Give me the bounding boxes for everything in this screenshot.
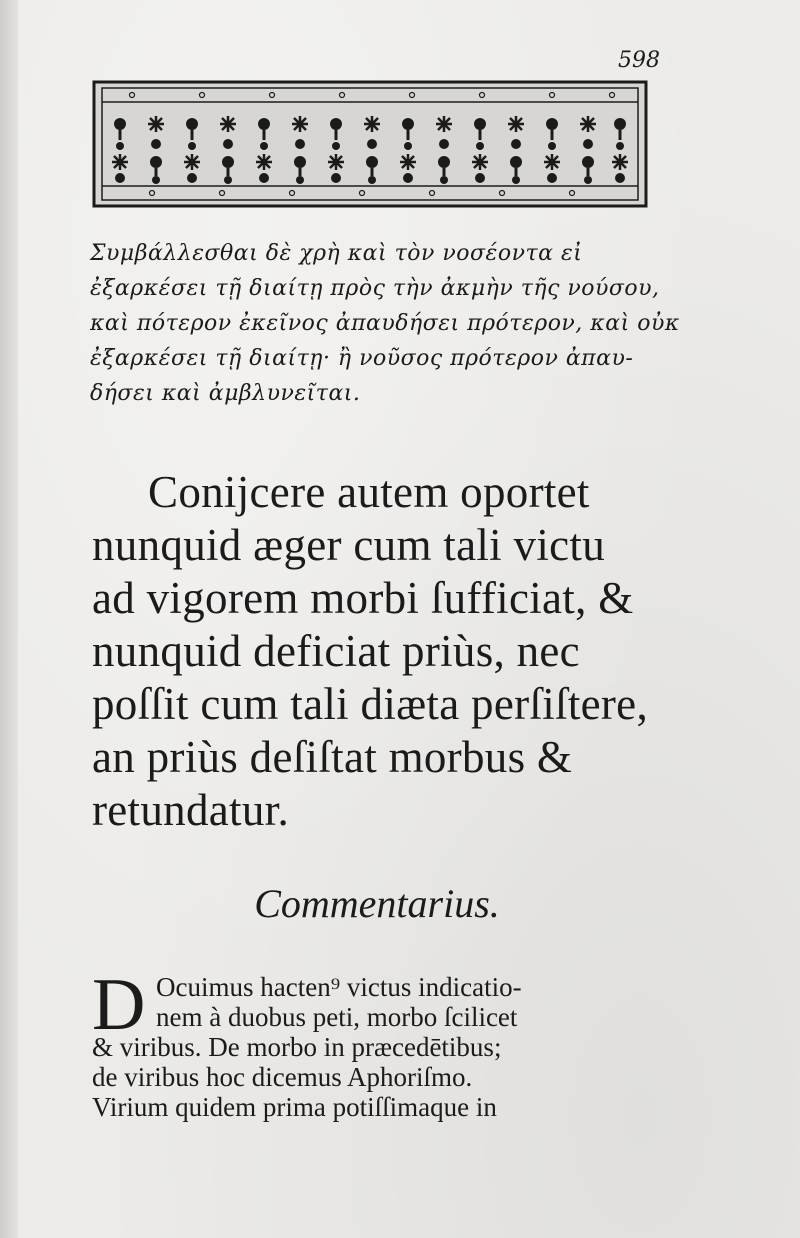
latin-aphorism-text xyxy=(92,466,662,837)
latin-line: nunquid æger cum tali victu xyxy=(92,520,606,570)
commentary-line: & viribus. De morbo in præcedētibus; xyxy=(92,1032,502,1062)
latin-line: an priùs deſiſtat morbus & xyxy=(92,732,573,782)
drop-cap: D xyxy=(92,964,146,1046)
greek-aphorism-text xyxy=(90,236,680,411)
section-heading: Commentarius. xyxy=(254,881,500,926)
commentary-line: Ocuimus hacten⁹ victus indicatio- xyxy=(156,972,522,1002)
greek-line: Συμβάλλεσθαι δὲ χρὴ καὶ τὸν νοσέοντα εἰ xyxy=(90,241,583,266)
latin-line: nunquid deficiat priùs, nec xyxy=(92,626,580,676)
commentary-line: nem à duobus peti, morbo ſcilicet xyxy=(156,1002,518,1032)
commentary-line: de viribus hoc dicemus Aphoriſmo. xyxy=(92,1062,473,1092)
latin-line: poſſit cum tali diæta perſiſtere, xyxy=(92,679,649,729)
latin-line: retundatur. xyxy=(92,785,289,835)
page-edge-shadow xyxy=(0,0,18,1238)
latin-line: Conijcere autem oportet xyxy=(148,467,590,517)
latin-line: ad vigorem morbi ſufficiat, & xyxy=(92,573,634,623)
ornamental-header-band xyxy=(92,74,648,214)
greek-line: ἐξαρκέσει τῇ διαίτῃ πρὸς τὴν ἀκμὴν τῆς νούσου, xyxy=(90,276,660,301)
greek-line: ἐξαρκέσει τῇ διαίτῃ· ἢ νοῦσος πρότερον ἀπαυ- xyxy=(90,346,634,371)
commentary-text xyxy=(92,964,652,1122)
greek-line: δήσει καὶ ἀμβλυνεῖται. xyxy=(90,381,361,406)
page-number: 598 xyxy=(618,48,660,73)
commentary-line: Virium quidem prima potiſſimaque in xyxy=(92,1092,497,1122)
greek-line: καὶ πότερον ἐκεῖνος ἀπαυδήσει πρότερον, καὶ οὐκ xyxy=(90,311,680,336)
